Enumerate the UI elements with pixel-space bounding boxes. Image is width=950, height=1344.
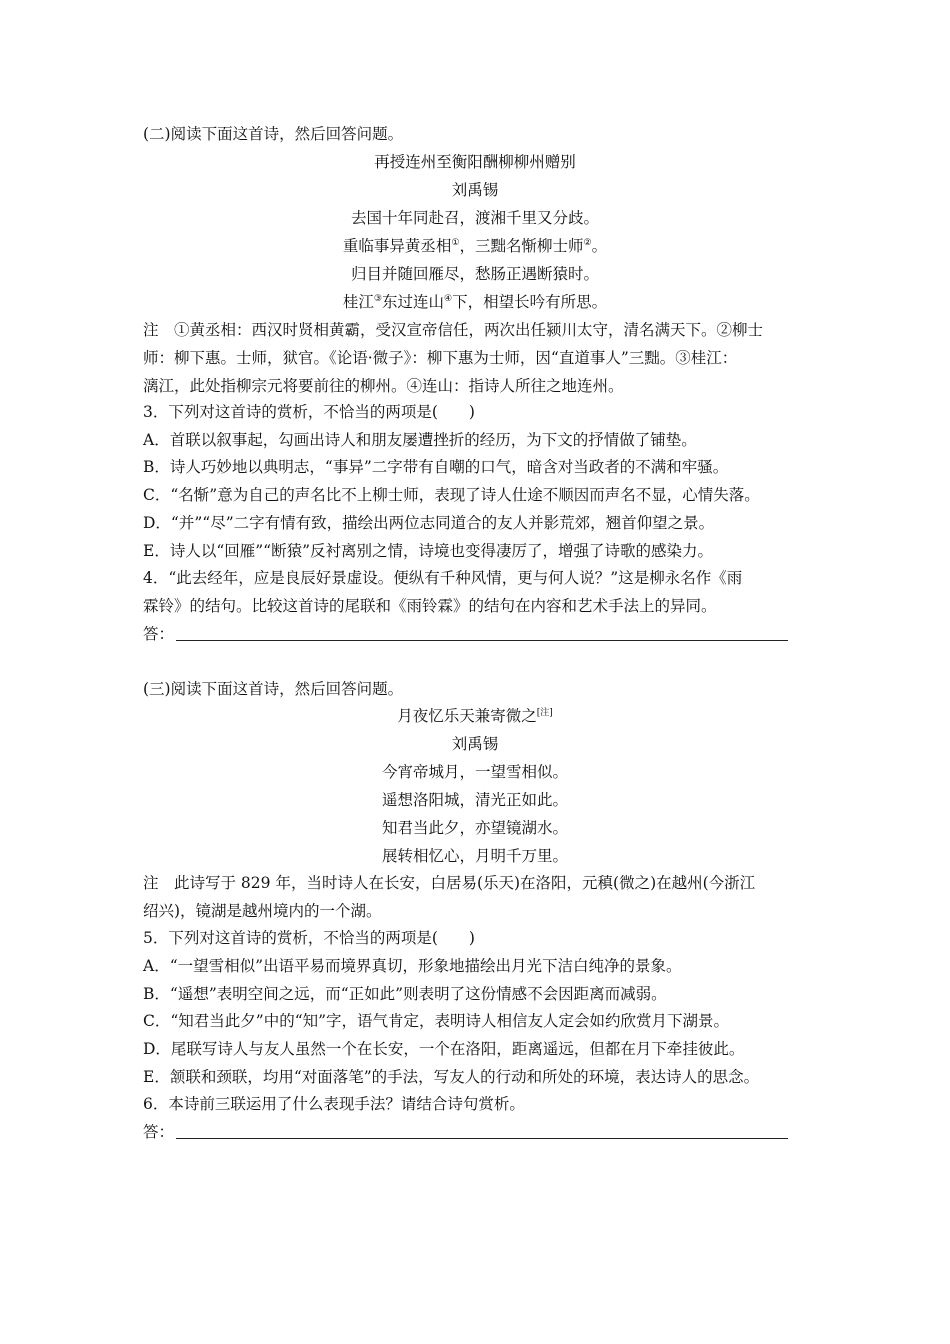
poem1-note-line: 漓江，此处指柳宗元将要前往的柳州。④连山：指诗人所往之地连州。 <box>143 377 624 395</box>
question-4-line: 霖铃》的结句。比较这首诗的尾联和《雨铃霖》的结句在内容和艺术手法上的异同。 <box>143 597 717 615</box>
question-3-stem: 3．下列对这首诗的赏析，不恰当的两项是( ) <box>143 403 475 421</box>
poem1-line-4: 桂江③东过连山④下，相望长吟有所思。 <box>342 293 608 311</box>
footnote-marker: ① <box>451 238 460 248</box>
poem2-line-3: 知君当此夕，亦望镜湖水。 <box>381 819 568 837</box>
question-6-stem: 6．本诗前三联运用了什么表现手法？请结合诗句赏析。 <box>143 1095 525 1113</box>
poem2-author: 刘禹锡 <box>451 735 499 753</box>
answer-label: 答： <box>143 625 175 643</box>
poem1-note-line: 注 ①黄丞相：西汉时贤相黄霸，受汉宣帝信任，两次出任颍川太守，清名满天下。②柳士 <box>143 321 764 339</box>
answer-label: 答： <box>143 1123 175 1141</box>
question-5-option-c: C．“知君当此夕”中的“知”字，语气肯定，表明诗人相信友人定会如约欣赏月下湖景。 <box>143 1012 730 1030</box>
question-5-option-e: E．颔联和颈联，均用“对面落笔”的手法，写友人的行动和所处的环境，表达诗人的思念。 <box>143 1068 760 1086</box>
question-5-option-b: B．“遥想”表明空间之远，而“正如此”则表明了这份情感不会因距离而减弱。 <box>143 985 667 1003</box>
section3-heading: (三)阅读下面这首诗，然后回答问题。 <box>143 680 404 698</box>
question-5-option-d: D．尾联写诗人与友人虽然一个在长安，一个在洛阳，距离遥远，但都在月下牵挂彼此。 <box>143 1040 745 1058</box>
poem2-note-line: 注 此诗写于 829 年，当时诗人在长安，白居易(乐天)在洛阳，元稹(微之)在越州(今浙江 <box>143 874 756 892</box>
footnote-marker: ③ <box>373 294 382 304</box>
question-6-answer <box>143 1122 803 1142</box>
poem2-line-1: 今宵帝城月，一望雪相似。 <box>381 763 568 781</box>
poem1-line-1: 去国十年同赴召，渡湘千里又分歧。 <box>350 209 599 227</box>
question-3-option-a: A．首联以叙事起，勾画出诗人和朋友屡遭挫折的经历，为下文的抒情做了铺垫。 <box>143 431 697 449</box>
question-3-option-c: C．“名惭”意为自己的声名比不上柳士师，表现了诗人仕途不顺因而声名不显，心情失落。 <box>143 486 760 504</box>
question-5-option-a: A．“一望雪相似”出语平易而境界真切，形象地描绘出月光下洁白纯净的景象。 <box>143 957 682 975</box>
footnote-marker: ④ <box>444 294 453 304</box>
poem1-line-3: 归目并随回雁尽，愁肠正遇断猿时。 <box>350 265 599 283</box>
footnote-marker: ② <box>583 238 592 248</box>
question-3-option-e: E．诗人以“回雁”“断猿”反衬离别之情，诗境也变得凄厉了，增强了诗歌的感染力。 <box>143 542 714 560</box>
question-3-option-b: B．诗人巧妙地以典明志，“事异”二字带有自嘲的口气，暗含对当政者的不满和牢骚。 <box>143 458 729 476</box>
poem2-line-4: 展转相忆心，月明千万里。 <box>381 847 568 865</box>
poem2-line-2: 遥想洛阳城，清光正如此。 <box>381 791 568 809</box>
footnote-marker: [注] <box>536 708 553 718</box>
poem1-author: 刘禹锡 <box>451 181 499 199</box>
poem2-title: 月夜忆乐天兼寄微之[注] <box>397 707 553 725</box>
poem2-note-line: 绍兴)，镜湖是越州境内的一个湖。 <box>143 902 382 920</box>
question-3-option-d: D．“并”“尽”二字有情有致，描绘出两位志同道合的友人并影荒郊，翘首仰望之景。 <box>143 514 715 532</box>
question-5-stem: 5．下列对这首诗的赏析，不恰当的两项是( ) <box>143 929 475 947</box>
question-4-line: 4．“此去经年，应是良辰好景虚设。便纵有千种风情，更与何人说？”这是柳永名作《雨 <box>143 569 743 587</box>
poem1-line-2: 重临事异黄丞相①，三黜名惭柳士师②。 <box>342 237 608 255</box>
poem1-note-line: 师：柳下惠。士师，狱官。《论语·微子》：柳下惠为士师，因“直道事人”三黜。③桂江： <box>143 349 738 367</box>
question-4-answer <box>143 624 803 644</box>
answer-line[interactable] <box>176 626 788 641</box>
section2-heading: (二)阅读下面这首诗，然后回答问题。 <box>143 125 404 143</box>
poem1-title: 再授连州至衡阳酬柳柳州赠别 <box>374 153 576 171</box>
answer-line[interactable] <box>176 1124 788 1139</box>
